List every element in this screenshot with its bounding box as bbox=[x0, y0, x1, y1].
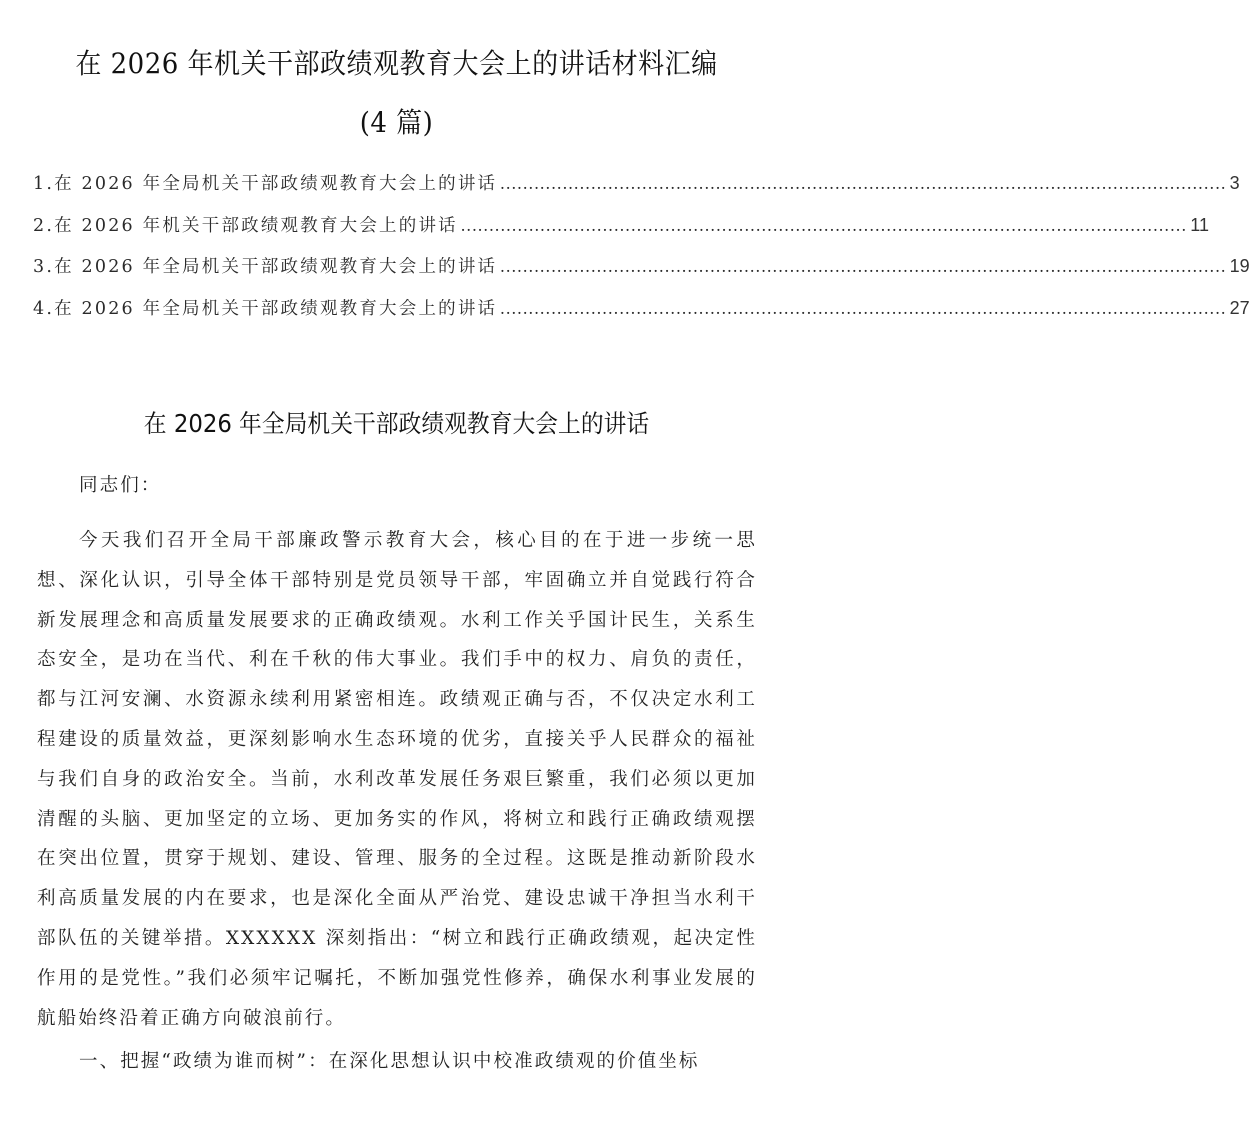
toc-item-label: 1.在 2026 年全局机关干部政绩观教育大会上的讲话 bbox=[33, 174, 498, 194]
section-heading: 一、把握“政绩为谁而树”：在深化思想认识中校准政绩观的价值坐标 bbox=[79, 1051, 700, 1072]
toc-item[interactable] bbox=[33, 295, 1250, 337]
toc-item-label: 2.在 2026 年机关干部政绩观教育大会上的讲话 bbox=[33, 215, 458, 236]
toc-leader-dots: ................................................................................................................................ bbox=[500, 256, 1227, 276]
toc-item[interactable] bbox=[33, 170, 1240, 212]
document-title-line2: (4 篇) bbox=[359, 106, 434, 139]
toc-item-page: 27 bbox=[1229, 297, 1250, 318]
toc-leader-dots: ................................................................................................................................ bbox=[460, 214, 1188, 235]
table-of-contents bbox=[33, 170, 1250, 336]
toc-leader-dots: ................................................................................................................................ bbox=[500, 173, 1227, 193]
toc-item-label: 4.在 2026 年全局机关干部政绩观教育大会上的讲话 bbox=[33, 298, 498, 319]
salutation: 同志们： bbox=[79, 475, 162, 496]
toc-item[interactable] bbox=[33, 212, 1209, 254]
toc-item-page: 19 bbox=[1229, 256, 1250, 276]
section-title: 在 2026 年全局机关干部政绩观教育大会上的讲话 bbox=[143, 409, 650, 438]
toc-leader-dots: ................................................................................................................................ bbox=[500, 297, 1227, 318]
toc-item-page: 11 bbox=[1190, 214, 1209, 235]
toc-item[interactable] bbox=[33, 253, 1250, 295]
document-title-line1: 在 2026 年机关干部政绩观教育大会上的讲话材料汇编 bbox=[75, 47, 718, 80]
toc-item-label: 3.在 2026 年全局机关干部政绩观教育大会上的讲话 bbox=[33, 257, 498, 277]
toc-item-page: 3 bbox=[1229, 173, 1240, 193]
body-paragraph: 今天我们召开全局干部廉政警示教育大会，核心目的在于进一步统一思想、深化认识，引导全体干部特别是党员领导干部，牢固确立并自觉践行符合新发展理念和高质量发展要求的正确政绩观。水利工作关乎国计民生，关系生态安全，是功在当代、利在千秋的伟大事业。我们手中的权力、肩负的责任，都与江河安澜、水资源永续利用紧密相连。政绩观正确与否，不仅决定水利工程建设的质量效益，更深刻影响水生态环境的优劣，直接关乎人民群众的福祉与我们自身的政治安全。当前，水利改革发展任务艰巨繁重，我们必须以更加清醒的头脑、更加坚定的立场、更加务实的作风，将树立和践行正确政绩观摆在突出位置，贯穿于规划、建设、管理、服务的全过程。这既是推动新阶段水利高质量发展的内在要求，也是深化全面从严治党、建设忠诚干净担当水利干部队伍的关键举措。XXXXXX 深刻指出：“树立和践行正确政绩观，起决定性作用的是党性。”我们必须牢记嘱托，不断加强党性修养，确保水利事业发展的航船始终沿着正确方向破浪前行。 bbox=[37, 530, 757, 1029]
